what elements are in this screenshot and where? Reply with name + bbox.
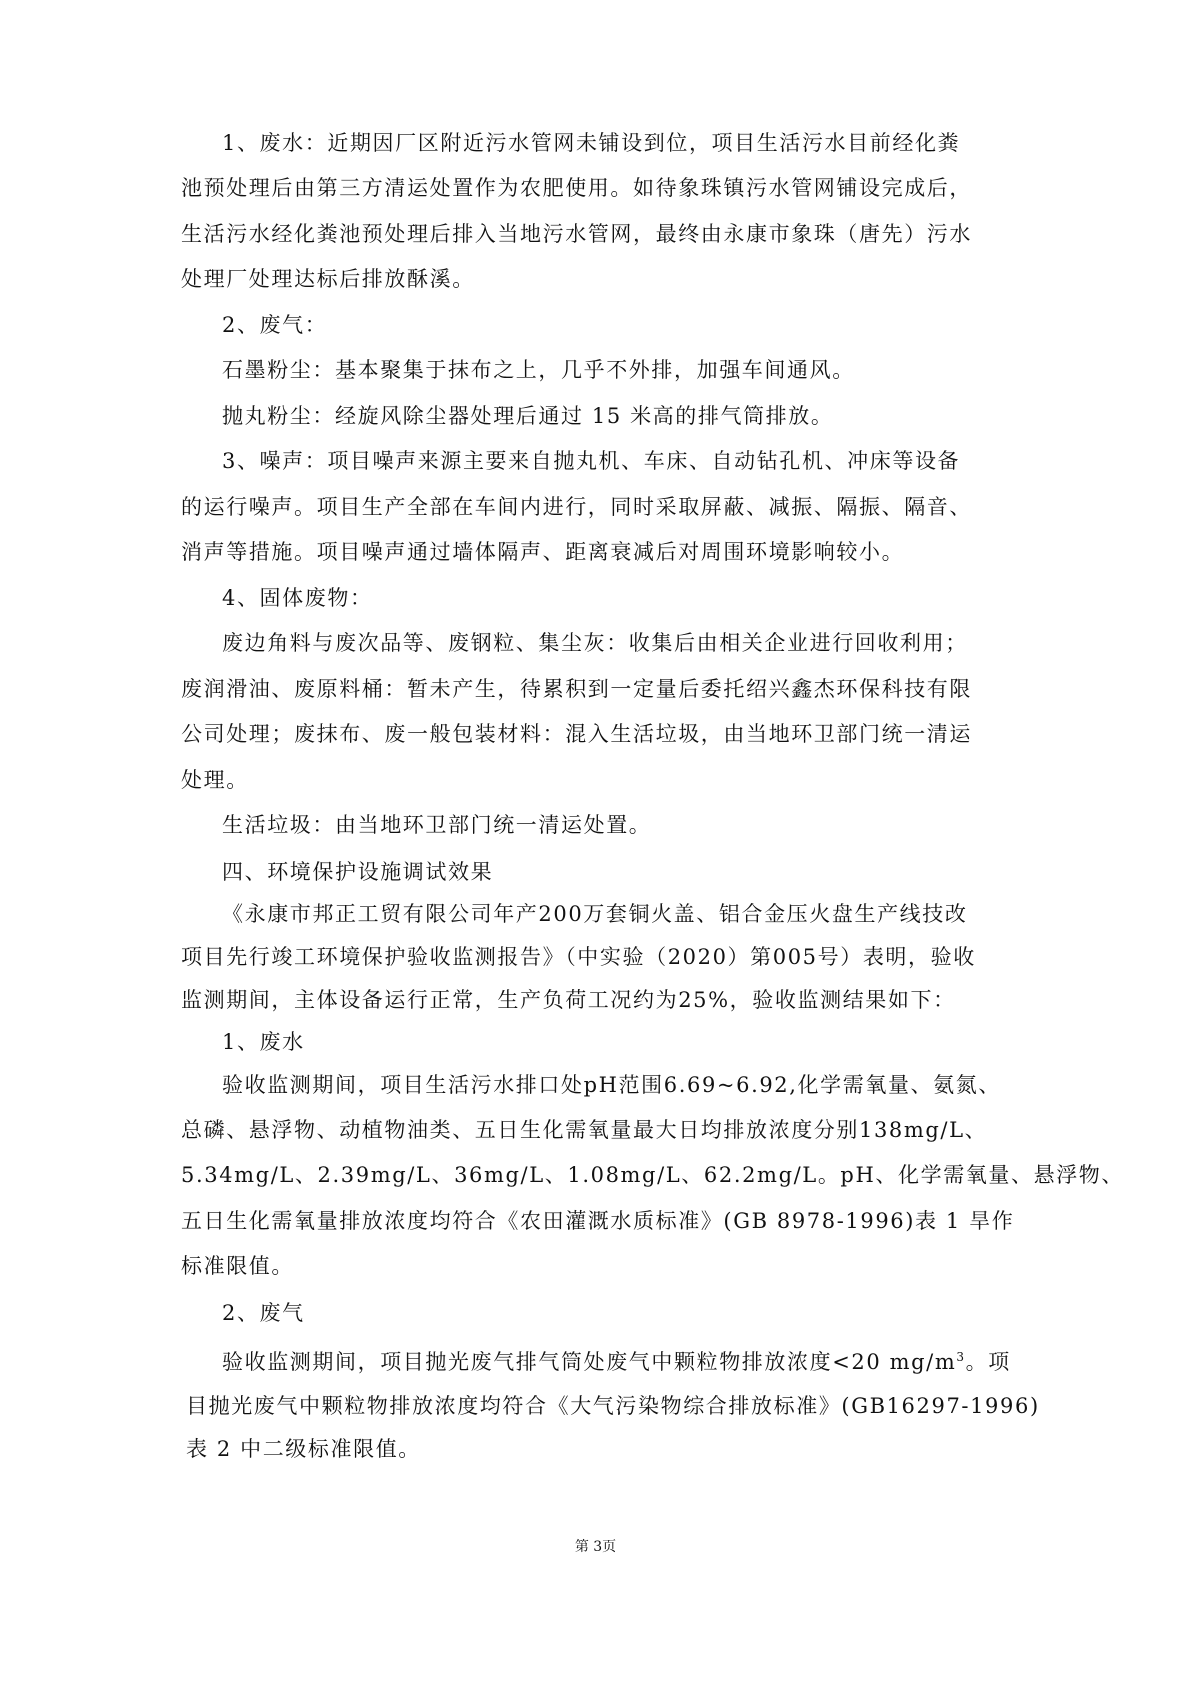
paragraph-line: 废润滑油、废原料桶：暂未产生，待累积到一定量后委托绍兴鑫杰环保科技有限 (181, 677, 972, 701)
page-number: 第 3页 (574, 1539, 617, 1555)
paragraph-line: 监测期间，主体设备运行正常，生产负荷工况约为25%，验收监测结果如下： (181, 988, 956, 1012)
paragraph-line: 表 2 中二级标准限值。 (186, 1437, 421, 1461)
paragraph-line: 抛丸粉尘：经旋风除尘器处理后通过 15 米高的排气筒排放。 (222, 404, 834, 428)
paragraph-line: 验收监测期间，项目生活污水排口处pH范围6.69~6.92,化学需氧量、氨氮、 (222, 1073, 1001, 1097)
paragraph-line: 公司处理；废抹布、废一般包装材料：混入生活垃圾，由当地环卫部门统一清运 (181, 722, 972, 746)
paragraph-line: 3、噪声：项目噪声来源主要来自抛丸机、车床、自动钻孔机、冲床等设备 (222, 449, 961, 473)
paragraph-line: 目抛光废气中颗粒物排放浓度均符合《大气污染物综合排放标准》(GB16297-1996) (186, 1394, 1040, 1418)
paragraph-line: 处理厂处理达标后排放酥溪。 (181, 267, 475, 291)
paragraph-text: 。项 (965, 1350, 1011, 1374)
paragraph-line: 总磷、悬浮物、动植物油类、五日生化需氧量最大日均排放浓度分别138mg/L、 (181, 1118, 988, 1142)
paragraph-line: 生活垃圾：由当地环卫部门统一清运处置。 (222, 813, 652, 837)
paragraph-line: 石墨粉尘：基本聚集于抹布之上，几乎不外排，加强车间通风。 (222, 358, 855, 382)
superscript: 3 (956, 1350, 966, 1364)
paragraph-line: 5.34mg/L、2.39mg/L、36mg/L、1.08mg/L、62.2mg/L。pH、化学需氧量、悬浮物、 (181, 1163, 1124, 1187)
paragraph-line: 废边角料与废次品等、废钢粒、集尘灰：收集后由相关企业进行回收利用； (222, 631, 968, 655)
paragraph-line: 池预处理后由第三方清运处置作为农肥使用。如待象珠镇污水管网铺设完成后， (181, 176, 972, 200)
paragraph-line: 项目先行竣工环境保护验收监测报告》（中实验（2020）第005号）表明，验收 (181, 945, 976, 969)
section-heading: 2、废气 (222, 1301, 305, 1325)
paragraph-line (222, 1347, 1011, 1377)
paragraph-text: 验收监测期间，项目抛光废气排气筒处废气中颗粒物排放浓度<20 mg/m (222, 1350, 957, 1374)
paragraph-line: 的运行噪声。项目生产全部在车间内进行，同时采取屏蔽、减振、隔振、隔音、 (181, 495, 972, 519)
section-heading: 1、废水 (222, 1030, 305, 1054)
paragraph-line: 《永康市邦正工贸有限公司年产200万套铜火盖、铝合金压火盘生产线技改 (222, 902, 968, 926)
section-heading: 2、废气： (222, 313, 328, 337)
paragraph-line: 五日生化需氧量排放浓度均符合《农田灌溉水质标准》(GB 8978-1996)表 1 旱作 (181, 1209, 1015, 1233)
section-heading: 四、环境保护设施调试效果 (222, 860, 494, 884)
paragraph-line: 1、废水：近期因厂区附近污水管网未铺设到位，项目生活污水目前经化粪 (222, 131, 961, 155)
section-heading: 4、固体废物： (222, 586, 373, 610)
paragraph-line: 标准限值。 (181, 1254, 294, 1278)
paragraph-line: 生活污水经化粪池预处理后排入当地污水管网，最终由永康市象珠（唐先）污水 (181, 222, 972, 246)
paragraph-line: 消声等措施。项目噪声通过墙体隔声、距离衰减后对周围环境影响较小。 (181, 540, 905, 564)
paragraph-line: 处理。 (181, 768, 249, 792)
